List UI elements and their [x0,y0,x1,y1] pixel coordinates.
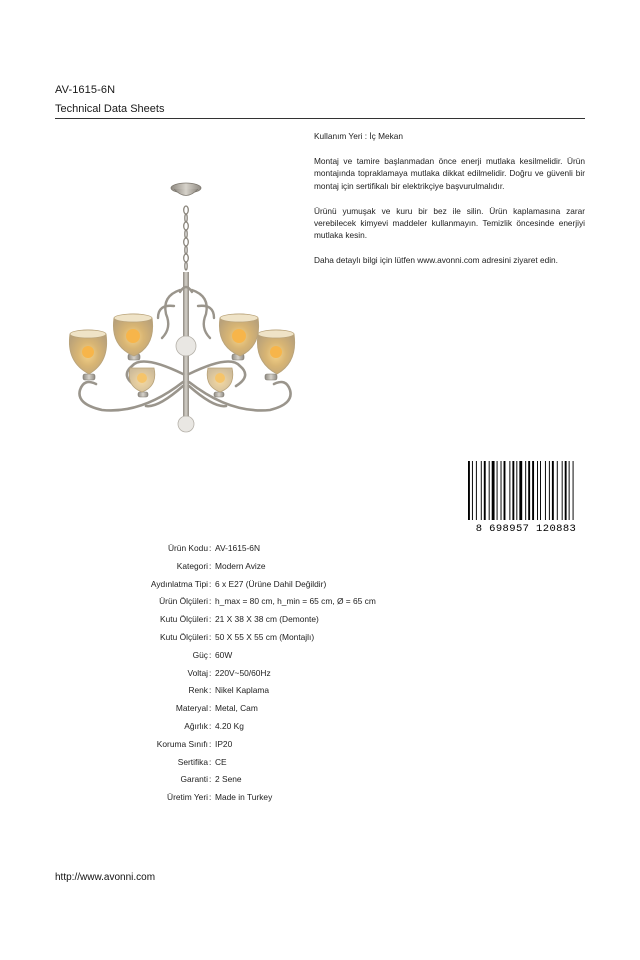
spec-value: 6 x E27 (Ürüne Dahil Değildir) [215,578,327,589]
spec-row [0,774,640,792]
spec-value: h_max = 80 cm, h_min = 65 cm, Ø = 65 cm [215,596,376,607]
spec-value: 220V~50/60Hz [215,667,271,678]
barcode-bar [516,461,517,520]
spec-label: Kutu Ölçüleri [160,631,208,642]
website-paragraph: Daha detaylı bilgi için lütfen www.avonni.com adresini ziyaret edin. [314,255,558,266]
spec-label: Kutu Ölçüleri [160,614,208,625]
spec-label: Voltaj [187,667,208,678]
barcode-number: 8 698957 120883 [475,523,577,533]
spec-row [0,668,640,686]
spec-label: Ağırlık [184,720,208,731]
barcode-bar [509,461,510,520]
spec-row [0,739,640,757]
barcode-bar [484,461,486,520]
spec-label: Ürün Kodu [167,543,208,553]
barcode-bar [537,461,538,520]
barcode-bar [540,461,541,520]
header-divider [55,118,585,119]
spec-value: Metal, Cam [215,703,258,714]
spec-value: 2 Sene [215,774,242,785]
spec-row [0,579,640,597]
barcode-bar [497,461,498,520]
spec-row [0,792,640,810]
barcode-bar [565,461,567,520]
spec-value: Nikel Kaplama [215,685,269,696]
barcode-bar [489,461,490,520]
spec-separator: : [209,774,212,785]
barcode-bar [504,461,506,520]
spec-value: Modern Avize [215,560,266,571]
spec-label: Üretim Yeri [167,792,208,803]
barcode-bar [468,461,470,520]
spec-table [0,543,640,810]
document-subtitle: Technical Data Sheets [55,103,165,115]
spec-row [0,596,640,614]
spec-value: 60W [215,649,233,660]
spec-separator: : [209,685,212,696]
spec-row [0,614,640,632]
barcode-bar [512,461,514,520]
barcode [466,461,586,533]
product-code-heading: AV-1615-6N [55,84,116,96]
spec-separator: : [209,614,212,625]
spec-separator: : [209,578,212,589]
barcode-bar [476,461,477,520]
spec-row [0,685,640,703]
barcode-bar [481,461,482,520]
spec-separator: : [209,792,212,803]
spec-label: Aydınlatma Tipi [150,578,208,589]
chandelier-image [62,178,302,440]
spec-label: Garanti [180,774,208,785]
spec-value: AV-1615-6N [215,543,261,553]
barcode-bar [492,461,495,520]
spec-row [0,561,640,579]
barcode-bar [562,461,563,520]
spec-row [0,632,640,650]
spec-row [0,703,640,721]
spec-label: Kategori [176,560,208,571]
spec-separator: : [209,720,212,731]
spec-label: Güç [192,649,208,660]
barcode-bar [552,461,554,520]
spec-separator: : [209,596,212,607]
spec-separator: : [209,543,212,553]
spec-value: CE [215,756,227,767]
spec-separator: : [209,631,212,642]
barcode-bar [472,461,473,520]
spec-separator: : [209,756,212,767]
spec-value: 50 X 55 X 55 cm (Montajlı) [215,631,315,642]
spec-label: Sertifika [177,756,208,767]
barcode-bar [519,461,522,520]
usage-area-text: Kullanım Yeri : İç Mekan [314,131,404,141]
spec-row [0,650,640,668]
spec-label: Materyal [175,703,208,714]
barcode-bar [557,461,558,520]
spec-value: 4.20 Kg [215,720,244,731]
barcode-bar [532,461,534,520]
barcode-bar [501,461,502,520]
spec-separator: : [209,560,212,571]
barcode-bar [528,461,530,520]
safety-paragraph: Montaj ve tamire başlanmadan önce enerji mutlaka kesilmelidir. Ürün montajında topraklamaya mutlaka dikkat edilmelidir. Doğru ve güvenli bir montaj için sertifikalı bir elektrikçiye başvurulmalıdır. [314,156,585,191]
spec-row [0,543,640,561]
barcode-bar [573,461,574,520]
barcode-bar [549,461,550,520]
spec-separator: : [209,649,212,660]
spec-value: Made in Turkey [215,792,273,803]
spec-row [0,721,640,739]
spec-label: Koruma Sınıfı [156,738,208,749]
spec-label: Renk [188,685,208,696]
barcode-bar [525,461,526,520]
footer-website-link[interactable]: http://www.avonni.com [55,872,156,883]
spec-separator: : [209,667,212,678]
spec-separator: : [209,703,212,714]
spec-separator: : [209,738,212,749]
spec-row [0,757,640,775]
barcode-bar [569,461,570,520]
info-block [314,130,585,280]
spec-value: IP20 [215,738,233,749]
spec-label: Ürün Ölçüleri [159,596,208,607]
spec-value: 21 X 38 X 38 cm (Demonte) [215,614,319,625]
barcode-bar [545,461,546,520]
cleaning-paragraph: Ürünü yumuşak ve kuru bir bez ile silin. Ürün kaplamasına zarar verebilecek kimyevi maddeler kullanmayın. Temizlik öncesinde enerjiyi mutlaka kesin. [314,205,585,241]
